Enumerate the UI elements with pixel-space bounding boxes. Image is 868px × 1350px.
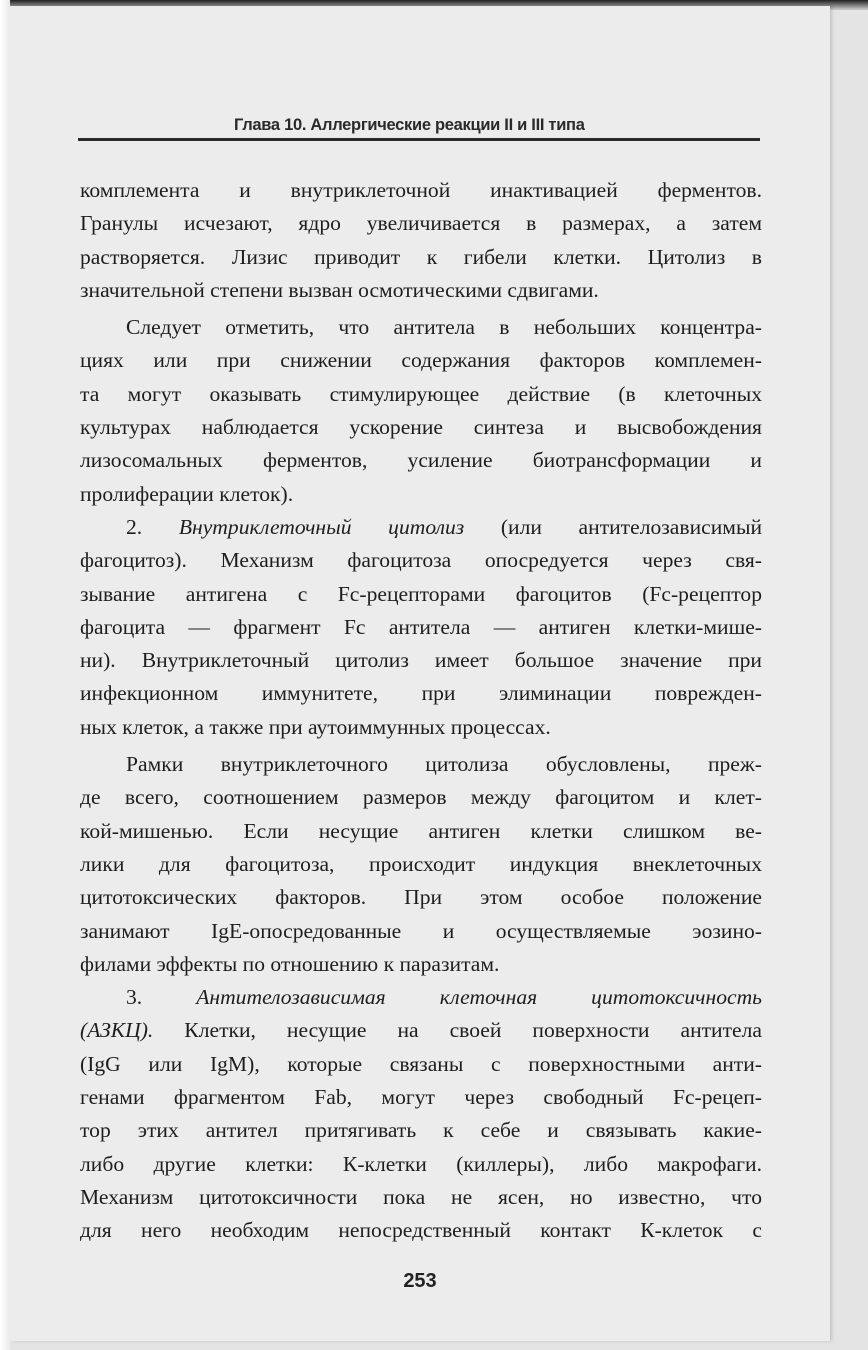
text-line: Механизм цитотоксичности пока не ясен, но известно, что — [80, 1184, 762, 1209]
text-line: филами эффекты по отношению к паразитам. — [80, 951, 500, 976]
text-line: лизосомальных ферментов, усиление биотрансформации и — [80, 448, 762, 473]
text-line: комплемента и внутриклеточной инактивацией ферментов. — [80, 178, 762, 202]
text-line: Следует отметить, что антитела в небольших концентра- — [126, 315, 762, 340]
paragraph-2 — [80, 311, 762, 511]
text-line: тор этих антител притягивать к себе и связывать какие- — [80, 1118, 762, 1143]
text-line: для него необходим непосредственный контакт К-клеток с — [80, 1218, 762, 1243]
text-line: (IgG или IgM), которые связаны с поверхностными анти- — [80, 1051, 762, 1076]
chapter-title: Глава 10. Аллергические реакции II и III типа — [234, 116, 585, 134]
text-line: растворяется. Лизис приводит к гибели клетки. Цитолиз в — [80, 244, 762, 269]
text-line: цитотоксических факторов. При этом особое положение — [80, 885, 762, 910]
text-line: Гранулы исчезают, ядро увеличивается в размерах, а затем — [80, 211, 762, 236]
scan-left-edge — [0, 0, 10, 1350]
section-term: Внутриклеточный цитолиз — [178, 514, 465, 539]
text-line: культурах наблюдается ускорение синтеза и высвобождения — [80, 415, 762, 440]
text-fragment: (или антителозависимый — [464, 514, 763, 539]
body-text — [80, 174, 762, 1248]
text-line: либо другие клетки: К-клетки (киллеры), либо макрофаги. — [80, 1151, 762, 1176]
paragraph-4 — [80, 748, 762, 981]
text-line: фагоцитоз). Механизм фагоцитоза опосредуется через свя- — [80, 548, 762, 573]
text-line: зывание антигена с Fc-рецепторами фагоцитов (Fc-рецептор — [80, 581, 762, 606]
text-line: Рамки внутриклеточного цитолиза обусловлены, преж- — [126, 752, 762, 777]
text-line — [80, 511, 762, 544]
text-line: занимают IgE-опосредованные и осуществляемые эозино- — [80, 918, 762, 943]
text-line: кой-мишенью. Если несущие антиген клетки слишком ве- — [80, 818, 762, 843]
page-number: 253 — [403, 1270, 437, 1292]
text-line: пролиферации клеток). — [80, 481, 294, 506]
paragraph-1 — [80, 174, 762, 307]
text-line: де всего, соотношением размеров между фагоцитом и клет- — [80, 785, 762, 810]
text-line: ных клеток, а также при аутоиммунных процессах. — [80, 714, 551, 739]
running-head — [78, 114, 760, 141]
list-number: 3. — [126, 985, 197, 1010]
text-line: ни). Внутриклеточный цитолиз имеет большое значение при — [80, 648, 762, 673]
paragraph-3 — [80, 511, 762, 744]
text-line — [80, 1014, 762, 1047]
text-line: та могут оказывать стимулирующее действие (в клеточных — [80, 381, 762, 406]
text-line: лики для фагоцитоза, происходит индукция внеклеточных — [80, 851, 762, 876]
text-line: значительной степени вызван осмотическими сдвигами. — [80, 277, 599, 302]
list-number: 2. — [126, 514, 179, 539]
section-term-abbreviation: (АЗКЦ). — [80, 1018, 154, 1043]
text-line: фагоцита — фрагмент Fc антитела — антиген клетки-мише- — [80, 614, 762, 639]
section-term: Антителозависимая клеточная цитотоксичность — [196, 985, 762, 1010]
text-line — [80, 981, 762, 1014]
text-line: генами фрагментом Fab, могут через свободный Fc-рецеп- — [80, 1085, 762, 1110]
paragraph-5 — [80, 981, 762, 1247]
book-page — [10, 6, 830, 1341]
text-line: циях или при снижении содержания факторов комплемен- — [80, 348, 762, 373]
text-line: инфекционном иммунитете, при элиминации поврежден- — [80, 681, 762, 706]
text-fragment: Клетки, несущие на своей поверхности антитела — [153, 1018, 762, 1043]
